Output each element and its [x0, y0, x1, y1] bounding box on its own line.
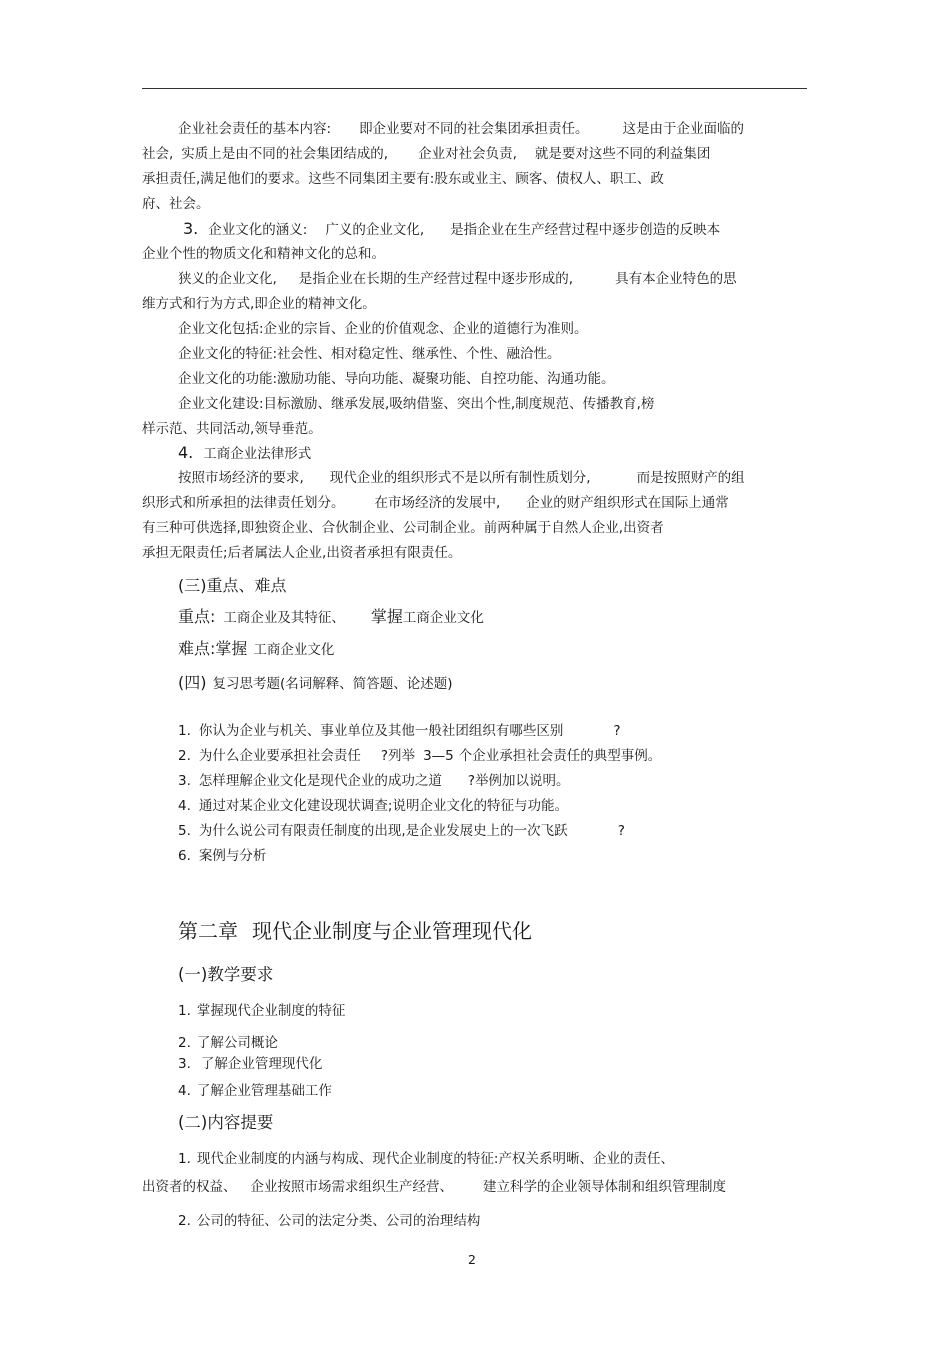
text-line-10: 企业文化的特征:社会性、相对稳定性、继承性、个性、融洽性。: [178, 346, 561, 362]
text-line-15: 按照市场经济的要求, 现代企业的组织形式不是以所有制性质划分, 而是按照财产的组: [178, 470, 745, 486]
content-line-1: 1. 现代企业制度的内涵与构成、现代企业制度的特征:产权关系明晰、企业的责任、: [178, 1151, 674, 1167]
question-4: 4. 通过对某企业文化建设现状调查;说明企业文化的特征与功能。: [178, 798, 568, 814]
chapter-title: 第二章 现代企业制度与企业管理现代化: [178, 919, 532, 943]
text-line-key: 重点: 工商企业及其特征、 掌握工商企业文化: [178, 607, 484, 626]
text-line-9: 企业文化包括:企业的宗旨、企业的价值观念、企业的道德行为准则。: [178, 321, 588, 337]
question-6: 6. 案例与分析: [178, 848, 267, 864]
text-line-5: 3. 企业文化的涵义: 广义的企业文化, 是指企业在生产经营过程中逐步创造的反映本: [183, 219, 721, 238]
section-heading-content: (二)内容提要: [178, 1113, 274, 1132]
teaching-item-4: 4. 了解企业管理基础工作: [178, 1083, 332, 1099]
text-line-3: 承担责任,满足他们的要求。这些不同集团主要有:股东或业主、顾客、债权人、职工、政: [142, 171, 664, 187]
teaching-item-3: 3. 了解企业管理现代化: [178, 1056, 323, 1072]
content-line-3: 2. 公司的特征、公司的法定分类、公司的治理结构: [178, 1213, 481, 1229]
header-rule: [142, 88, 807, 89]
text-line-2: 社会, 实质上是由不同的社会集团结成的, 企业对社会负责, 就是要对这些不同的利益集团: [142, 146, 711, 162]
section-heading-key-points: (三)重点、难点: [178, 576, 287, 595]
text-line-8: 维方式和行为方式,即企业的精神文化。: [142, 296, 376, 312]
text-line-4: 府、社会。: [142, 196, 210, 212]
text-line-7: 狭义的企业文化, 是指企业在长期的生产经营过程中逐步形成的, 具有本企业特色的思: [178, 271, 737, 287]
page-number: 2: [468, 1252, 476, 1267]
question-2: 2. 为什么企业要承担社会责任 ?列举 3—5 个企业承担社会责任的典型事例。: [178, 748, 662, 764]
question-5: 5. 为什么说公司有限责任制度的出现,是企业发展史上的一次飞跃 ?: [178, 823, 625, 839]
text-line-1: 企业社会责任的基本内容: 即企业要对不同的社会集团承担责任。 这是由于企业面临的: [178, 121, 745, 137]
text-line-11: 企业文化的功能:激励功能、导向功能、凝聚功能、自控功能、沟通功能。: [178, 371, 615, 387]
text-line-difficult: 难点:掌握 工商企业文化: [178, 639, 335, 658]
section-heading-teaching: (一)教学要求: [178, 965, 274, 984]
section-heading-review: (四) 复习思考题(名词解释、简答题、论述题): [178, 673, 453, 692]
text-line-6: 企业个性的物质文化和精神文化的总和。: [142, 246, 385, 262]
question-3: 3. 怎样理解企业文化是现代企业的成功之道 ?举例加以说明。: [178, 773, 570, 789]
text-line-13: 样示范、共同活动,领导垂范。: [142, 421, 322, 437]
teaching-item-1: 1. 掌握现代企业制度的特征: [178, 1003, 346, 1019]
text-line-12: 企业文化建设:目标激励、继承发展,吸纳借鉴、突出个性,制度规范、传播教育,榜: [178, 396, 655, 412]
teaching-item-2: 2. 了解公司概论: [178, 1035, 278, 1051]
question-1: 1. 你认为企业与机关、事业单位及其他一般社团组织有哪些区别 ?: [178, 723, 621, 739]
text-line-14: 4. 工商企业法律形式: [178, 443, 312, 462]
content-line-2: 出资者的权益、 企业按照市场需求组织生产经营、 建立科学的企业领导体制和组织管理制度: [142, 1179, 726, 1195]
text-line-18: 承担无限责任;后者属法人企业,出资者承担有限责任。: [142, 545, 462, 561]
text-line-16: 织形式和所承担的法律责任划分。 在市场经济的发展中, 企业的财产组织形式在国际上通常: [142, 495, 729, 511]
text-line-17: 有三种可供选择,即独资企业、合伙制企业、公司制企业。前两种属于自然人企业,出资者: [142, 520, 664, 536]
